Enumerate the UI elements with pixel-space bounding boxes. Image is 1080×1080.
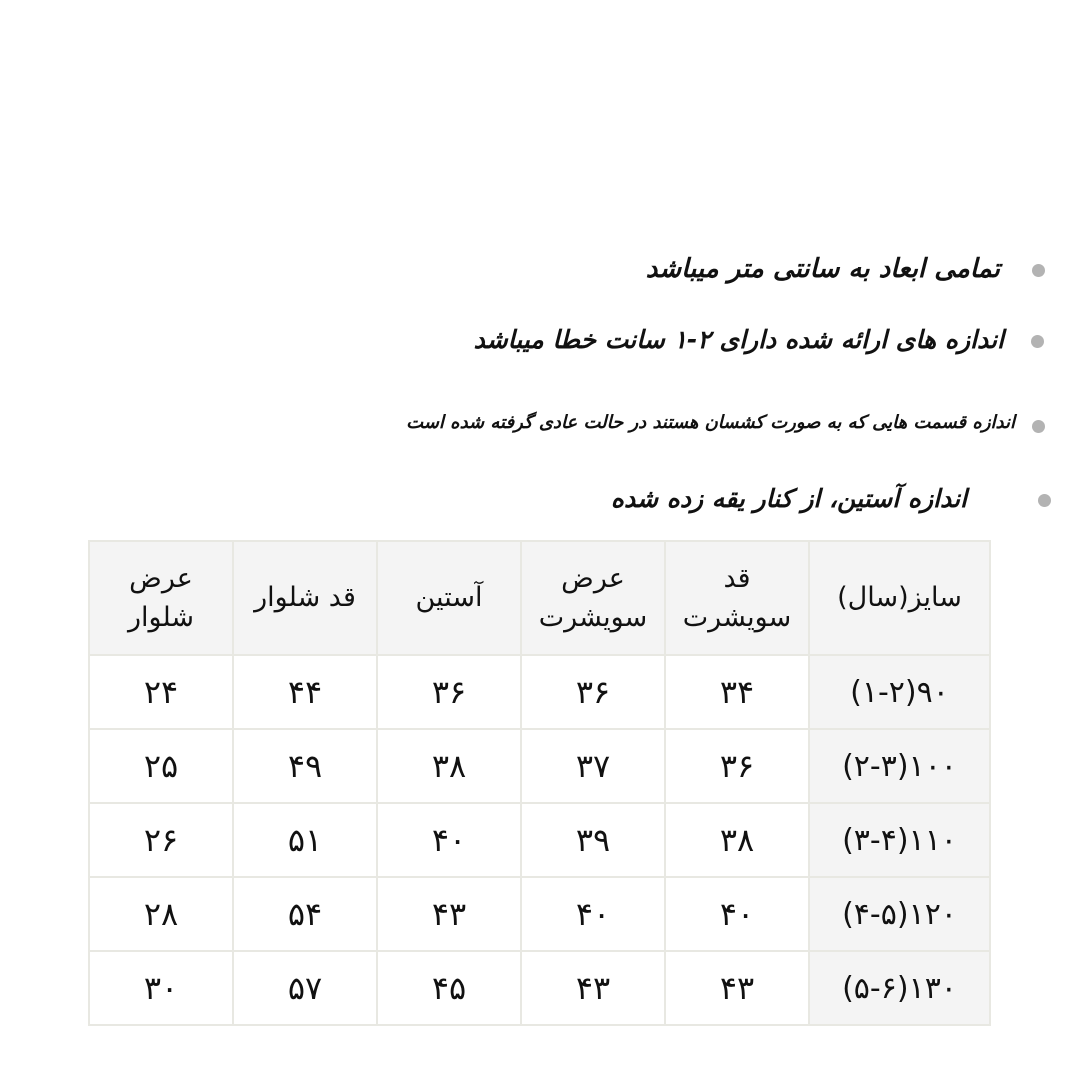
cell-size: ۱۳۰(۵-۶) (809, 951, 990, 1025)
cell-sweatshirt-length: ۳۶ (665, 729, 809, 803)
cell-sleeve: ۴۰ (377, 803, 521, 877)
header-sleeve: آستین (377, 541, 521, 655)
table-row (89, 803, 990, 877)
bullet-icon (1038, 494, 1051, 507)
cell-sweatshirt-length: ۴۰ (665, 877, 809, 951)
note-sleeve-measurement: اندازه آستین، از کنار یقه زده شده (610, 484, 967, 513)
table-row (89, 655, 990, 729)
header-size-year: سایز(سال) (809, 541, 990, 655)
cell-pants-width: ۲۶ (89, 803, 233, 877)
cell-pants-width: ۲۴ (89, 655, 233, 729)
cell-sleeve: ۴۳ (377, 877, 521, 951)
cell-pants-width: ۲۸ (89, 877, 233, 951)
cell-sweatshirt-width: ۳۹ (521, 803, 665, 877)
cell-pants-length: ۵۱ (233, 803, 377, 877)
cell-sweatshirt-length: ۳۸ (665, 803, 809, 877)
header-pants-length: قد شلوار (233, 541, 377, 655)
note-dimensions-unit: تمامی ابعاد به سانتی متر میباشد (645, 254, 1000, 284)
cell-pants-length: ۵۴ (233, 877, 377, 951)
cell-size: ۱۲۰(۴-۵) (809, 877, 990, 951)
table-row (89, 877, 990, 951)
bullet-icon (1031, 335, 1044, 348)
cell-pants-length: ۴۴ (233, 655, 377, 729)
cell-sweatshirt-width: ۴۰ (521, 877, 665, 951)
table-row (89, 729, 990, 803)
cell-sleeve: ۳۶ (377, 655, 521, 729)
cell-size: ۱۰۰(۲-۳) (809, 729, 990, 803)
header-sweatshirt-width: عرض سویشرت (521, 541, 665, 655)
cell-sweatshirt-width: ۳۶ (521, 655, 665, 729)
cell-sweatshirt-width: ۴۳ (521, 951, 665, 1025)
cell-pants-length: ۵۷ (233, 951, 377, 1025)
header-sweatshirt-length: قد سویشرت (665, 541, 809, 655)
bullet-icon (1032, 264, 1045, 277)
table-row (89, 951, 990, 1025)
cell-sweatshirt-length: ۳۴ (665, 655, 809, 729)
header-pants-width: عرض شلوار (89, 541, 233, 655)
cell-pants-width: ۳۰ (89, 951, 233, 1025)
cell-pants-width: ۲۵ (89, 729, 233, 803)
bullet-icon (1032, 420, 1045, 433)
cell-size: ۱۱۰(۳-۴) (809, 803, 990, 877)
table-header-row (89, 541, 990, 655)
cell-pants-length: ۴۹ (233, 729, 377, 803)
cell-sweatshirt-length: ۴۳ (665, 951, 809, 1025)
note-elastic-parts: اندازه قسمت هایی که به صورت کشسان هستند در حالت عادی گرفته شده است (406, 412, 1015, 433)
cell-sleeve: ۴۵ (377, 951, 521, 1025)
size-table (88, 540, 991, 1026)
note-measurement-tolerance: اندازه های ارائه شده دارای ۲-۱ سانت خطا میباشد (473, 325, 1004, 354)
cell-sweatshirt-width: ۳۷ (521, 729, 665, 803)
cell-size: ۹۰(۱-۲) (809, 655, 990, 729)
cell-sleeve: ۳۸ (377, 729, 521, 803)
